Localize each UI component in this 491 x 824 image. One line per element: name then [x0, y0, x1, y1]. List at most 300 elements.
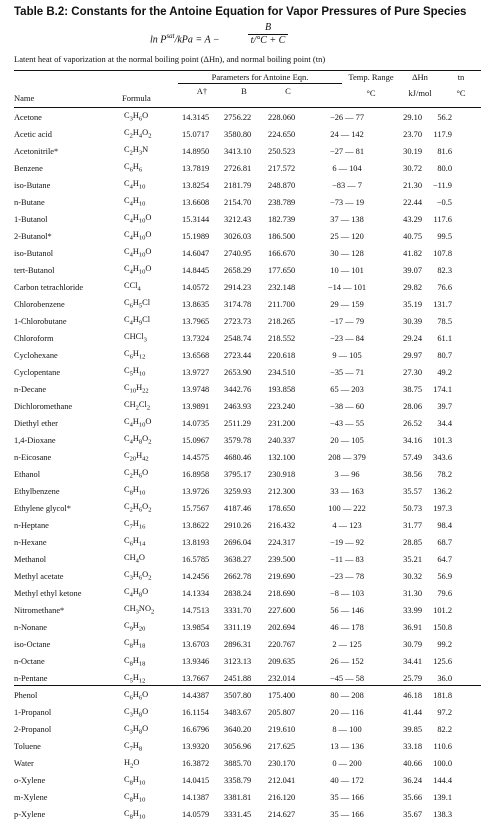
cell-name: Phenol [14, 691, 38, 701]
cell-tn: 99.5 [437, 231, 452, 241]
cell-c: 234.510 [268, 368, 296, 378]
cell-formula: $CH_2Cl_2$ [124, 400, 151, 412]
cell-formula: $C_8H_{10}$ [124, 808, 146, 821]
cell-name: 1-Propanol [14, 708, 52, 718]
cell-c: 231.200 [268, 419, 296, 429]
table-row [14, 619, 452, 636]
cell-formula: $C_4H_{10}$ [124, 179, 146, 191]
cell-name: n-Butane [14, 197, 45, 207]
cell-b: 4187.46 [224, 504, 252, 514]
cell-c: 182.739 [268, 214, 296, 224]
cell-temp: 46 — 178 [330, 623, 364, 633]
cell-c: 212.300 [268, 487, 296, 497]
cell-temp: −23 — 78 [329, 572, 365, 582]
cell-dh: 22.44 [403, 197, 422, 207]
cell-a: 13.6703 [182, 640, 210, 650]
cell-formula: $C_8H_{10}$ [124, 485, 146, 498]
cell-temp: −83 — 7 [332, 180, 362, 190]
cell-temp: −27 — 81 [329, 146, 365, 156]
cell-formula: $C_8H_{10}$ [124, 791, 146, 804]
equation-superscript: sat [166, 32, 175, 40]
cell-name: Nitromethane* [14, 606, 65, 616]
cell-dh: 35.66 [403, 793, 422, 803]
cell-dh: 38.75 [403, 385, 422, 395]
cell-name: iso-Butanol [14, 248, 54, 258]
cell-b: 2181.79 [224, 180, 252, 190]
cell-formula: $C_2H_3N$ [124, 145, 149, 157]
cell-c: 217.572 [268, 163, 296, 173]
cell-b: 3579.78 [224, 436, 252, 446]
cell-dh: 30.72 [403, 163, 422, 173]
table-row [14, 279, 452, 296]
table-row [14, 773, 452, 790]
table-row [14, 500, 452, 517]
cell-a: 14.1387 [182, 793, 210, 803]
cell-c: 166.670 [268, 248, 296, 258]
cell-b: 3331.70 [224, 606, 252, 616]
cell-tn: 78.5 [437, 317, 452, 327]
cell-name: iso-Butane [14, 180, 51, 190]
cell-dh: 39.85 [403, 725, 422, 735]
cell-dh: 33.99 [403, 606, 422, 616]
cell-tn: 82.3 [437, 265, 452, 275]
latent-heat-unit: kJ/mol [408, 88, 432, 98]
cell-tn: 197.3 [433, 504, 452, 514]
cell-dh: 23.70 [403, 129, 422, 139]
cell-dh: 29.10 [403, 112, 422, 122]
cell-a: 16.6796 [182, 725, 210, 735]
cell-b: 2548.74 [224, 334, 252, 344]
cell-a: 14.4575 [182, 453, 210, 463]
cell-temp: 10 — 101 [330, 265, 364, 275]
cell-tn: 98.4 [437, 521, 452, 531]
cell-formula: $C_6H_6$ [124, 162, 143, 174]
cell-tn: −11.9 [432, 180, 452, 190]
cell-c: 205.807 [268, 708, 296, 718]
cell-tn: 101.3 [433, 436, 452, 446]
table-row [14, 330, 452, 347]
cell-name: iso-Octane [14, 640, 51, 650]
cell-name: Cyclopentane [14, 368, 61, 378]
cell-tn: 36.0 [437, 674, 452, 684]
cell-a: 13.7324 [182, 334, 210, 344]
cell-tn: 110.6 [433, 742, 452, 752]
cell-tn: 78.2 [437, 470, 452, 480]
cell-temp: −14 — 101 [327, 282, 367, 292]
cell-formula: $C_2H_6O$ [124, 468, 149, 480]
cell-formula: $C_2H_4O_2$ [124, 128, 152, 140]
table-row [14, 705, 452, 722]
cell-temp: 24 — 142 [330, 129, 364, 139]
cell-name: Water [14, 759, 34, 769]
cell-formula: $C_3H_8O$ [124, 723, 149, 736]
cell-tn: 150.8 [433, 623, 452, 633]
cell-b: 2653.90 [224, 368, 252, 378]
cell-tn: 100.0 [433, 759, 452, 769]
cell-temp: 8 — 100 [332, 725, 362, 735]
header-rule [14, 107, 481, 108]
cell-formula: $C_5H_{12}$ [124, 672, 146, 685]
cell-formula: $C_8H_{18}$ [124, 655, 146, 668]
cell-dh: 38.56 [403, 470, 422, 480]
cell-a: 13.8622 [182, 521, 210, 531]
table-row [14, 109, 452, 126]
table-row [14, 228, 452, 245]
table-row [14, 432, 452, 449]
table-row [14, 347, 452, 364]
cell-a: 13.6608 [182, 197, 210, 207]
cell-b: 3026.03 [224, 231, 252, 241]
cell-b: 3358.79 [224, 776, 252, 786]
cell-temp: 3 — 96 [334, 470, 360, 480]
cell-dh: 21.30 [403, 180, 422, 190]
cell-dh: 46.18 [403, 691, 422, 701]
cell-c: 212.041 [268, 776, 296, 786]
table-title: Table B.2: Constants for the Antoine Equation for Vapor Pressures of Pure Species [14, 6, 467, 18]
table-row [14, 126, 452, 143]
cell-formula: CHCl$_3$ [124, 332, 147, 344]
cell-temp: −8 — 103 [329, 589, 365, 599]
cell-b: 2910.26 [224, 521, 252, 531]
cell-tn: 101.2 [433, 606, 452, 616]
cell-tn: 136.2 [433, 487, 452, 497]
cell-dh: 50.73 [403, 504, 422, 514]
table-row [14, 313, 452, 330]
cell-a: 13.7819 [182, 163, 210, 173]
cell-temp: 30 — 128 [330, 248, 364, 258]
cell-name: Dichloromethane [14, 402, 73, 412]
table-row [14, 688, 452, 705]
cell-c: 250.523 [268, 146, 296, 156]
cell-b: 3507.80 [224, 691, 252, 701]
cell-c: 218.265 [268, 317, 296, 327]
cell-a: 14.0572 [182, 282, 210, 292]
cell-tn: 68.7 [437, 538, 452, 548]
cell-c: 217.625 [268, 742, 296, 752]
name-header: Name [14, 93, 35, 103]
cell-a: 13.8635 [182, 300, 210, 309]
table-row [14, 398, 452, 415]
cell-temp: 37 — 138 [330, 214, 364, 224]
cell-dh: 34.41 [403, 657, 422, 667]
cell-a: 13.7667 [182, 674, 210, 684]
cell-c: 209.635 [268, 657, 296, 667]
param-a-header: A† [196, 86, 208, 96]
cell-a: 13.6568 [182, 351, 210, 361]
table-row [14, 790, 452, 807]
table-row [14, 568, 452, 585]
cell-temp: 56 — 146 [330, 606, 364, 616]
cell-name: 2-Butanol* [14, 231, 52, 241]
cell-formula: $C_7H_{16}$ [124, 519, 146, 532]
cell-name: Methyl acetate [14, 572, 64, 582]
cell-c: 232.014 [268, 674, 296, 684]
cell-a: 15.7567 [182, 504, 210, 514]
cell-tn: 125.6 [433, 657, 452, 667]
cell-formula: $C_6H_6O$ [124, 689, 149, 702]
cell-temp: 20 — 116 [330, 708, 364, 718]
cell-temp: 2 — 125 [332, 640, 362, 650]
table-row [14, 551, 452, 568]
cell-temp: −17 — 79 [329, 317, 365, 327]
cell-c: 178.650 [268, 504, 296, 514]
cell-c: 224.650 [268, 129, 296, 139]
temp-range-unit: °C [366, 88, 376, 98]
cell-tn: 174.1 [433, 385, 452, 395]
cell-a: 13.9727 [182, 368, 210, 378]
cell-c: 218.552 [268, 334, 296, 344]
table-row [14, 194, 452, 211]
cell-b: 2511.29 [224, 419, 251, 429]
cell-name: 1,4-Dioxane [14, 436, 56, 446]
cell-b: 4680.46 [224, 453, 252, 463]
cell-a: 16.1154 [182, 708, 209, 718]
cell-c: 177.650 [268, 265, 296, 275]
cell-tn: 97.2 [437, 708, 452, 718]
cell-name: n-Pentane [14, 674, 48, 684]
cell-b: 2896.31 [224, 640, 252, 650]
cell-b: 3413.10 [224, 146, 252, 156]
cell-c: 218.690 [268, 589, 296, 599]
equation-numerator: B [264, 22, 272, 33]
cell-dh: 29.82 [403, 282, 422, 292]
cell-c: 223.240 [268, 402, 296, 412]
cell-a: 13.9320 [182, 742, 210, 752]
table-row [14, 722, 452, 739]
table-row [14, 245, 452, 262]
cell-dh: 43.29 [403, 214, 422, 224]
cell-formula: $C_5H_{10}$ [124, 366, 146, 378]
param-c-header: C [285, 86, 291, 96]
table-row [14, 483, 452, 500]
cell-temp: 35 — 166 [330, 810, 364, 820]
equation-lhs: ln P [150, 34, 167, 46]
cell-formula: CCl$_4$ [124, 281, 141, 293]
cell-b: 3381.81 [224, 793, 252, 803]
cell-temp: 6 — 104 [332, 163, 362, 173]
cell-formula: $C_4H_{10}$ [124, 196, 146, 208]
cell-b: 3483.67 [224, 708, 252, 718]
cell-a: 14.0579 [182, 810, 210, 820]
cell-b: 2726.81 [224, 163, 252, 173]
cell-c: 248.870 [268, 180, 296, 190]
cell-c: 227.600 [268, 606, 296, 616]
cell-c: 238.789 [268, 197, 296, 207]
cell-temp: −19 — 92 [329, 538, 365, 548]
params-rule [178, 83, 342, 84]
cell-c: 219.690 [268, 572, 296, 582]
table-row [14, 739, 452, 756]
cell-b: 3056.96 [224, 742, 252, 752]
cell-c: 240.337 [268, 436, 296, 446]
cell-b: 2658.29 [224, 265, 252, 275]
cell-name: n-Octane [14, 657, 45, 667]
cell-dh: 35.57 [403, 487, 422, 497]
cell-name: Diethyl ether [14, 419, 58, 429]
cell-name: n-Eicosane [14, 453, 52, 463]
bottom-rule [14, 685, 481, 686]
cell-formula: $C_9H_{20}$ [124, 621, 146, 634]
cell-c: 211.700 [268, 300, 295, 309]
cell-a: 14.2456 [182, 572, 210, 582]
cell-name: tert-Butanol [14, 265, 55, 275]
cell-a: 13.9726 [182, 487, 210, 497]
cell-temp: −23 — 84 [329, 334, 365, 344]
cell-a: 16.3872 [182, 759, 210, 769]
table-row [14, 534, 452, 551]
cell-tn: 64.7 [437, 555, 452, 565]
cell-dh: 35.21 [403, 555, 422, 565]
table-row [14, 602, 452, 619]
cell-a: 15.3144 [182, 214, 210, 224]
cell-name: p-Xylene [14, 810, 46, 820]
cell-tn: 80.0 [437, 163, 452, 173]
cell-temp: 40 — 172 [330, 776, 364, 786]
cell-temp: −11 — 83 [330, 555, 364, 565]
cell-c: 220.767 [268, 640, 296, 650]
cell-c: 216.432 [268, 521, 296, 531]
cell-dh: 35.67 [403, 810, 422, 820]
cell-a: 13.8254 [182, 180, 210, 190]
cell-tn: 56.2 [437, 112, 452, 122]
cell-a: 14.8445 [182, 265, 210, 275]
cell-b: 3638.27 [224, 555, 252, 565]
cell-name: Carbon tetrachloride [14, 282, 84, 292]
cell-name: n-Nonane [14, 623, 48, 633]
cell-b: 2723.73 [224, 317, 252, 327]
cell-name: 1-Butanol [14, 214, 48, 224]
cell-name: m-Xylene [14, 793, 48, 803]
cell-c: 228.060 [268, 112, 296, 122]
cell-temp: 9 — 105 [332, 351, 362, 361]
cell-b: 2696.04 [224, 538, 252, 548]
cell-tn: 99.2 [437, 640, 452, 650]
cell-temp: −73 — 19 [329, 197, 365, 207]
cell-dh: 41.82 [403, 248, 422, 258]
cell-a: 13.7965 [182, 317, 210, 327]
cell-formula: $C_3H_6O_2$ [124, 570, 152, 583]
cell-name: Ethylene glycol* [14, 504, 71, 514]
cell-a: 16.5785 [182, 555, 210, 565]
cell-c: 186.500 [268, 231, 296, 241]
cell-tn: 80.7 [437, 351, 452, 361]
cell-formula: $C_{20}H_{42}$ [124, 451, 149, 463]
cell-b: 2463.93 [224, 402, 252, 412]
cell-b: 3795.17 [224, 470, 252, 480]
table-row [14, 517, 452, 534]
cell-tn: −0.5 [436, 197, 452, 207]
cell-temp: 29 — 159 [330, 300, 364, 309]
cell-b: 2914.23 [224, 282, 252, 292]
cell-tn: 82.2 [437, 725, 452, 735]
cell-a: 14.0735 [182, 419, 210, 429]
cell-name: Methanol [14, 555, 47, 565]
cell-b: 2838.24 [224, 589, 252, 599]
cell-temp: 13 — 136 [330, 742, 364, 752]
cell-a: 13.9891 [182, 402, 210, 412]
cell-formula: $C_6H_{14}$ [124, 536, 146, 549]
cell-dh: 26.52 [403, 419, 422, 429]
cell-name: Ethanol [14, 470, 41, 480]
cell-c: 132.100 [268, 453, 296, 463]
temp-range-header: Temp. Range [348, 72, 394, 82]
table-row [14, 296, 452, 313]
params-header: Parameters for Antoine Eqn. [211, 72, 309, 82]
cell-b: 2740.95 [224, 248, 252, 258]
cell-temp: −43 — 55 [329, 419, 365, 429]
cell-temp: −35 — 71 [329, 368, 365, 378]
equation-lhs-tail: /kPa = A − [174, 34, 220, 46]
cell-tn: 34.4 [437, 419, 452, 429]
cell-name: Chloroform [14, 334, 54, 344]
table-row [14, 262, 452, 279]
cell-dh: 40.66 [403, 759, 422, 769]
cell-dh: 39.07 [403, 265, 422, 275]
cell-formula: $C_8H_{10}$ [124, 774, 146, 787]
cell-name: Acetonitrile* [14, 146, 59, 156]
cell-tn: 39.7 [437, 402, 452, 412]
cell-formula: $C_6H_5Cl$ [124, 298, 151, 310]
cell-tn: 49.2 [437, 368, 452, 378]
cell-formula: $C_4H_{10}O$ [124, 264, 152, 276]
cell-b: 3311.19 [224, 623, 251, 633]
cell-temp: 25 — 120 [330, 231, 364, 241]
equation-denominator: t/°C + C [248, 34, 288, 47]
cell-tn: 343.6 [433, 453, 452, 463]
cell-formula: $C_6H_{12}$ [124, 349, 146, 361]
cell-a: 14.0415 [182, 776, 210, 786]
latent-heat-note: Latent heat of vaporization at the normal boiling point (ΔHn), and normal boiling point (tn) [14, 54, 326, 64]
formula-header: Formula [122, 93, 151, 103]
cell-name: n-Hexane [14, 538, 47, 548]
cell-formula: $C_8H_{18}$ [124, 638, 146, 651]
cell-name: Acetic acid [14, 129, 52, 139]
cell-dh: 29.24 [403, 334, 422, 344]
cell-b: 3123.13 [224, 657, 252, 667]
cell-c: 224.317 [268, 538, 296, 548]
cell-c: 214.627 [268, 810, 296, 820]
cell-name: 1-Chlorobutane [14, 317, 67, 327]
cell-formula: $C_7H_8$ [124, 740, 143, 753]
cell-tn: 131.7 [433, 300, 452, 309]
cell-dh: 31.77 [403, 521, 422, 531]
cell-dh: 35.19 [403, 300, 422, 309]
cell-c: 202.694 [268, 623, 296, 633]
cell-temp: −26 — 77 [329, 112, 365, 122]
table-row [14, 211, 452, 228]
cell-tn: 117.6 [433, 214, 452, 224]
cell-tn: 117.9 [433, 129, 452, 139]
cell-formula: $C_4H_{10}O$ [124, 230, 152, 242]
cell-dh: 28.06 [403, 402, 422, 412]
table-row [14, 807, 452, 824]
cell-c: 219.610 [268, 725, 296, 735]
cell-formula: $C_3H_6O$ [124, 111, 149, 123]
cell-b: 2451.88 [224, 674, 252, 684]
cell-formula: $C_4H_8O$ [124, 587, 149, 600]
table-row [14, 415, 452, 432]
cell-a: 14.8950 [182, 146, 210, 156]
cell-tn: 107.8 [433, 248, 452, 258]
table-row [14, 449, 452, 466]
equation-fraction [248, 22, 288, 47]
cell-temp: 20 — 105 [330, 436, 364, 446]
cell-dh: 30.79 [403, 640, 422, 650]
cell-b: 3174.78 [224, 300, 252, 309]
cell-name: Ethylbenzene [14, 487, 60, 497]
cell-name: n-Heptane [14, 521, 49, 531]
cell-tn: 144.4 [433, 776, 452, 786]
